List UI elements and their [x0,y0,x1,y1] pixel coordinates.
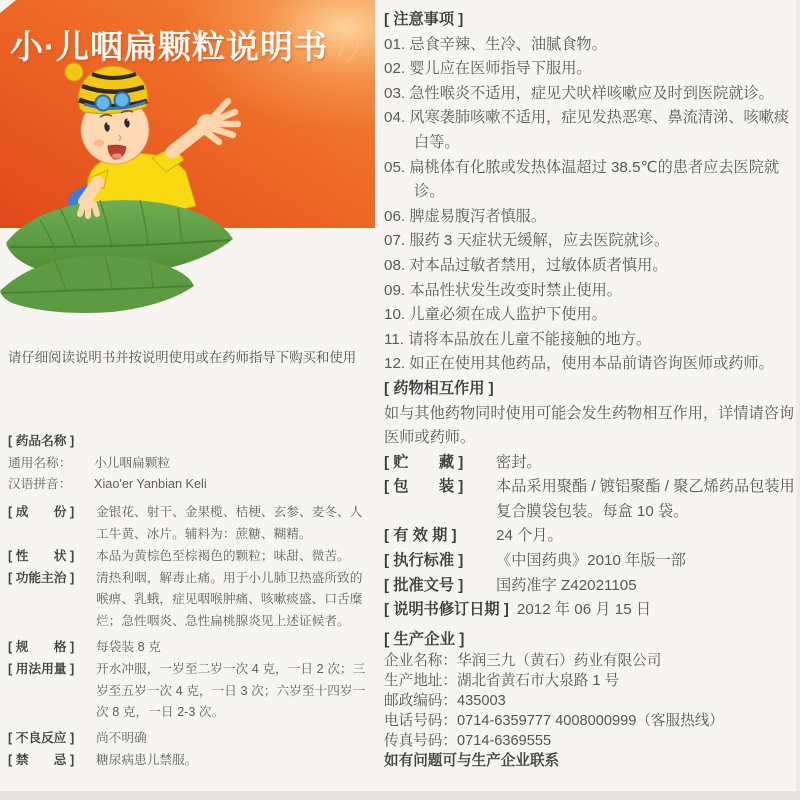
adverse-reactions-label: [ 不良反应 ] [8,731,75,746]
interactions-text: 如与其他药物同时使用可能会发生药物相互作用，详情请咨询医师或药师。 [384,404,795,447]
precaution-item: 08. 对本品过敏者禁用，过敏体质者慎用。 [384,256,668,274]
phone-value: 0714-6359777 4008000999（客服热线） [456,712,724,729]
specification-label: [ 规 格 ] [8,639,75,654]
section-validity [384,524,798,549]
composition-text: 金银花、射干、金果榄、桔梗、玄参、麦冬、人工牛黄、冰片。辅料为：蔗糖、糊精。 [96,505,363,541]
pinyin-key: 汉语拼音： [8,477,72,492]
blush [94,140,105,147]
read-instructions-notice: 请仔细阅读说明书并按说明使用或在药师指导下购买和使用 [8,350,357,365]
revision-date-text: 2012 年 06 月 15 日 [516,601,652,619]
precaution-item: 10. 儿童必须在成人监护下使用。 [384,306,607,324]
tongue [112,153,122,159]
contraindications-text: 糖尿病患儿禁服。 [96,752,198,767]
standard-text: 《中国药典》2010 年版一部 [496,552,686,570]
section-description [8,546,374,568]
dosage-label: [ 用法用量 ] [8,661,75,676]
standard-label: [ 执行标准 ] [384,552,464,570]
section-adverse-reactions [8,728,374,750]
adverse-reactions-text: 尚不明确 [96,731,147,746]
section-revision-date [384,598,798,623]
contact-note: 如有问题可与生产企业联系 [384,752,560,769]
revision-date-label: [ 说明书修订日期 ] [384,601,509,619]
storage-label: [ 贮 藏 ] [384,453,464,471]
fax-value: 0714-6369555 [456,732,552,749]
header-banner [0,0,375,332]
description-label: [ 性 状 ] [8,548,75,563]
generic-name-value: 小儿咽扁颗粒 [94,455,171,470]
precaution-item: 06. 脾虚易腹泻者慎服。 [384,207,547,225]
company-name-row [384,651,798,671]
indications-text: 清热利咽，解毒止痛。用于小儿肺卫热盛所致的喉痹、乳蛾，症见咽喉肿痛、咳嗽痰盛、口舌糜烂；急性咽炎、急性扁桃腺炎见上述证候者。 [96,570,363,629]
validity-text: 24 个月。 [496,527,563,545]
drug-name-label: [ 药品名称 ] [8,433,75,448]
precaution-item: 04. 风寒袭肺咳嗽不适用，症见发热恶寒、鼻流清涕、咳嗽痰白等。 [384,109,790,151]
photo-right-edge [796,0,800,800]
fax-key: 传真号码： [384,732,457,749]
company-name-value: 华润三九（黄石）药业有限公司 [456,652,662,669]
precaution-item: 09. 本品性状发生改变时禁止使用。 [384,281,622,299]
pinyin-row [8,474,374,496]
generic-name-row [8,453,374,475]
address-row [384,671,798,691]
precaution-item: 07. 服药 3 天症状无缓解，应去医院就诊。 [384,232,670,250]
address-value: 湖北省黄石市大泉路 1 号 [456,672,620,689]
specification-text: 每袋装 8 克 [96,639,161,654]
phone-row [384,711,798,731]
interactions-label: [ 药物相互作用 ] [384,379,494,397]
precaution-item: 12. 如正在使用其他药品，使用本品前请咨询医师或药师。 [384,355,774,373]
section-composition [8,502,374,546]
section-packaging [384,475,798,524]
precaution-item: 11. 请将本品放在儿童不能接触的地方。 [384,330,652,348]
pinyin-value: Xiao'er Yanbian Keli [94,477,207,492]
section-specification [8,637,374,659]
approval-number-label: [ 批准文号 ] [384,576,464,594]
indications-label: [ 功能主治 ] [8,570,75,585]
fax-row [384,731,798,751]
section-dosage [8,659,374,724]
precaution-item: 05. 扁桃体有化脓或发热体温超过 38.5℃的患者应去医院就诊。 [384,158,780,201]
address-key: 生产地址： [384,672,457,689]
section-standard [384,549,798,574]
phone-key: 电话号码： [384,712,457,729]
company-name-key: 企业名称： [384,652,457,669]
section-manufacturer [384,629,798,771]
dosage-text: 开水冲服，一岁至二岁一次 4 克，一日 2 次；三岁至五岁一次 4 克，一日 3 次；六岁至十四岁一次 8 克，一日 2-3 次。 [96,661,366,720]
composition-label: [ 成 份 ] [8,505,75,520]
contraindications-label: [ 禁 忌 ] [8,752,75,767]
manufacturer-label: [ 生产企业 ] [384,630,465,648]
postcode-key: 邮政编码： [384,692,457,709]
postcode-value: 435003 [456,692,506,709]
section-storage [384,451,798,476]
description-text: 本品为黄棕色至棕褐色的颗粒；味甜、微苦。 [96,548,350,563]
storage-text: 密封。 [496,453,542,471]
photo-bottom-edge [0,791,800,800]
leaflet-title: 小·儿咽扁颗粒说明书 [10,28,328,65]
left-column [8,347,374,772]
section-contraindications [8,750,374,772]
postcode-row [384,691,798,711]
section-indications [8,568,374,633]
approval-number-text: 国药准字 Z42021105 [496,576,637,594]
precaution-item: 02. 婴儿应在医师指导下服用。 [384,60,592,78]
precaution-item: 03. 急性喉炎不适用，症见犬吠样咳嗽应及时到医院就诊。 [384,84,774,102]
generic-name-key: 通用名称： [8,455,72,470]
section-drug-name [8,431,374,496]
precautions-label: [ 注意事项 ] [384,11,464,28]
packaging-label: [ 包 装 ] [384,478,464,496]
validity-label: [ 有 效 期 ] [384,527,457,545]
section-approval-number [384,574,798,599]
right-column [384,8,798,771]
precaution-item: 01. 忌食辛辣、生冷、油腻食物。 [384,35,607,53]
packaging-text: 本品采用聚酯 / 镀铝聚酯 / 聚乙烯药品包装用复合膜袋包装。每盒 10 袋。 [496,478,795,520]
